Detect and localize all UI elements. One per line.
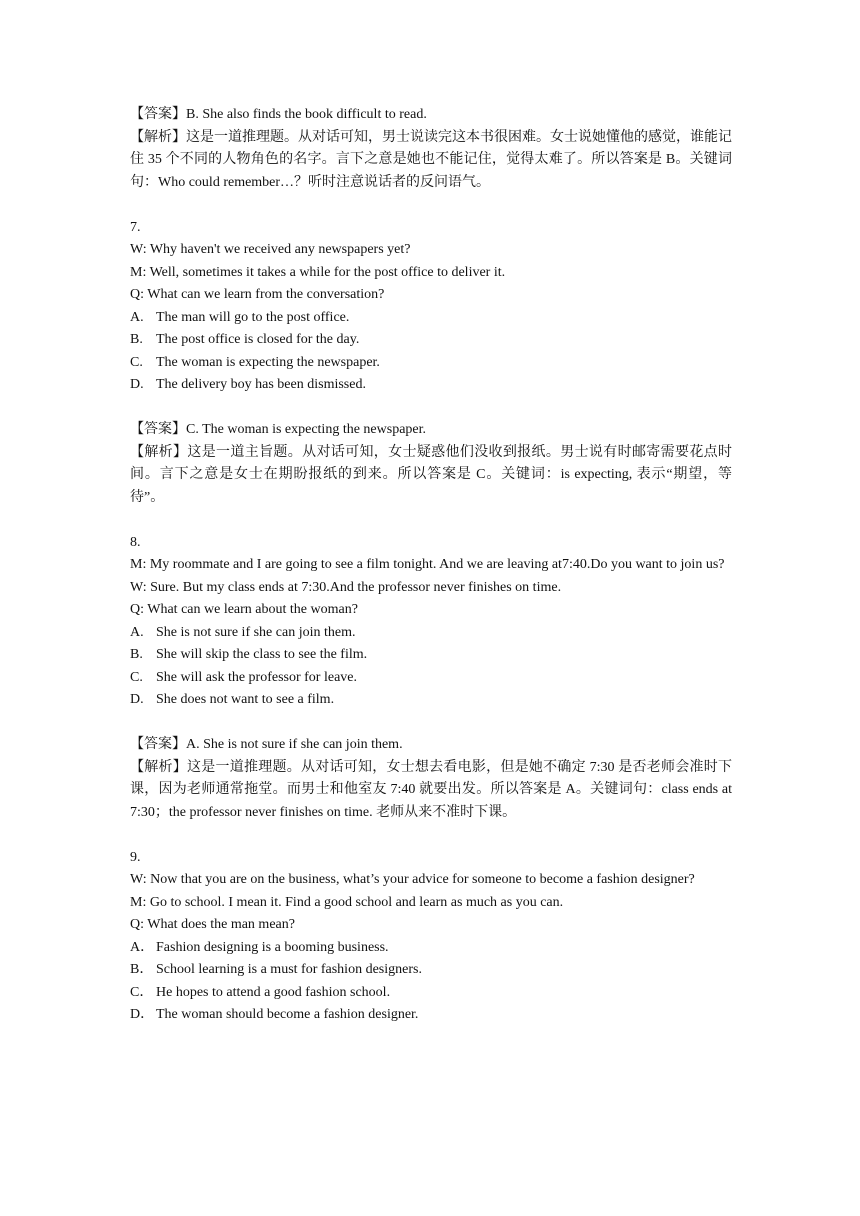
option-text: The woman should become a fashion designer. (156, 1007, 419, 1022)
analysis-q7: 【解析】这是一道主旨题。从对话可知，女士疑惑他们没收到报纸。男士说有时邮寄需要花点时间。言下之意是女士在期盼报纸的到来。所以答案是 C。关键词：is expecting, 表示“期望，等待”。 (130, 444, 732, 505)
option-letter: C． (130, 984, 154, 1000)
answer-q8: 【答案】A. She is not sure if she can join them. (130, 737, 403, 752)
dialogue-line: M: Go to school. I mean it. Find a good school and learn as much as you can. (130, 894, 564, 910)
option (130, 307, 732, 330)
option-letter: D. (130, 377, 144, 392)
question-number: 7. (130, 219, 141, 235)
option-text: The woman is expecting the newspaper. (156, 354, 380, 370)
option-letter: A． (130, 939, 155, 955)
option-letter: B． (130, 962, 154, 977)
option-text: The man will go to the post office. (156, 309, 350, 325)
option-letter: D. (130, 692, 144, 707)
spacer (130, 509, 732, 532)
option-text: Fashion designing is a booming business. (156, 939, 389, 955)
option (130, 689, 732, 712)
option (130, 374, 732, 397)
option (130, 644, 732, 667)
option-text: She will ask the professor for leave. (156, 669, 357, 685)
dialogue-line: W: Now that you are on the business, what’s your advice for someone to become a fashion designer? (130, 872, 695, 887)
question-number: 9. (130, 849, 141, 865)
question-text: Q: What can we learn about the woman? (130, 602, 358, 617)
dialogue-line: W: Why haven't we received any newspapers yet? (130, 242, 411, 257)
option-letter: B. (130, 647, 143, 662)
question-text: Q: What does the man mean? (130, 917, 295, 932)
analysis-q8: 【解析】这是一道推理题。从对话可知，女士想去看电影，但是她不确定 7:30 是否老师会准时下课，因为老师通常拖堂。而男士和他室友 7:40 就要出发。所以答案是 A。关键词句：class ends at 7:30；the professor never finishes on time. 老师从来不准时下课。 (130, 759, 732, 820)
option-letter: A. (130, 309, 144, 325)
option-text: She is not sure if she can join them. (156, 624, 356, 640)
spacer (130, 397, 732, 420)
option (130, 667, 732, 690)
option-letter: C. (130, 669, 143, 685)
dialogue-line: W: Sure. But my class ends at 7:30.And the professor never finishes on time. (130, 579, 562, 595)
option (130, 329, 732, 352)
option (130, 622, 732, 645)
answer-q6: 【答案】B. She also finds the book difficult to read. (130, 107, 427, 122)
option-letter: D． (130, 1007, 155, 1022)
spacer (130, 194, 732, 217)
analysis-q6: 【解析】这是一道推理题。从对话可知，男士说读完这本书很困难。女士说她懂他的感觉，谁能记住 35 个不同的人物角色的名字。言下之意是她也不能记住，觉得太难了。所以答案是 B。关键词句：Who could remember…？听时注意说话者的反问语气。 (130, 129, 732, 190)
answer-q7: 【答案】C. The woman is expecting the newspaper. (130, 422, 427, 437)
option (130, 982, 732, 1005)
option-letter: B. (130, 332, 143, 347)
question-text: Q: What can we learn from the conversation? (130, 287, 385, 302)
spacer (130, 824, 732, 847)
dialogue-line: M: Well, sometimes it takes a while for the post office to deliver it. (130, 264, 506, 280)
option (130, 959, 732, 982)
option-text: The delivery boy has been dismissed. (156, 377, 366, 392)
option-letter: C. (130, 354, 143, 370)
document-page (130, 104, 732, 1027)
dialogue-line: M: My roommate and I are going to see a film tonight. And we are leaving at7:40.Do you want to join us? (130, 557, 725, 572)
option-text: He hopes to attend a good fashion school. (156, 984, 391, 1000)
option-text: She does not want to see a film. (156, 692, 335, 707)
option (130, 1004, 732, 1027)
option-letter: A. (130, 624, 144, 640)
option-text: The post office is closed for the day. (156, 332, 360, 347)
option (130, 937, 732, 960)
option (130, 352, 732, 375)
option-text: She will skip the class to see the film. (156, 647, 368, 662)
option-text: School learning is a must for fashion designers. (156, 962, 422, 977)
question-number: 8. (130, 534, 141, 550)
spacer (130, 712, 732, 735)
